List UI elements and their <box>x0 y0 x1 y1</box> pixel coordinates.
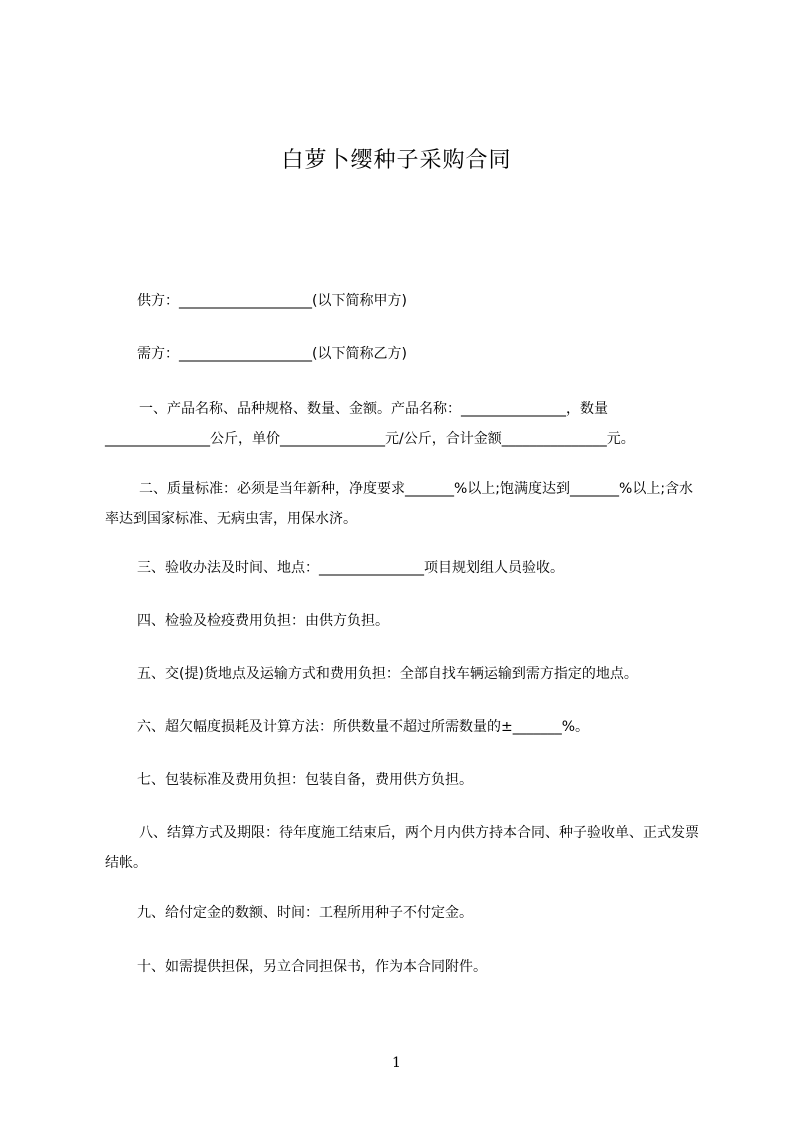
clause-5: 五、交(提)货地点及运输方式和费用负担：全部自找车辆运输到需方指定的地点。 <box>137 666 638 682</box>
clause-2: 二、质量标准：必须是当年新种，净度要求_______%以上;饱满度达到_______%以上;含水率达到国家标准、无病虫害，用保水济。 <box>105 481 694 527</box>
supplier-line: 供方：___________________(以下简称甲方) <box>137 293 407 309</box>
buyer-line: 需方：___________________(以下简称乙方) <box>137 346 407 362</box>
clause-3: 三、验收办法及时间、地点：_______________项目规划组人员验收。 <box>137 560 564 576</box>
clause-1: 一、产品名称、品种规格、数量、金额。产品名称：_______________，数量_______________公斤，单价_______________元/公斤，合计金额_______________元。 <box>105 401 635 447</box>
clause-6: 六、超欠幅度损耗及计算方法：所供数量不超过所需数量的±_______%。 <box>137 719 590 735</box>
page-number: 1 <box>392 1055 401 1071</box>
document-title: 白萝卜缨种子采购合同 <box>281 148 512 173</box>
clause-10: 十、如需提供担保，另立合同担保书，作为本合同附件。 <box>137 959 487 975</box>
clause-9: 九、给付定金的数额、时间：工程所用种子不付定金。 <box>137 905 473 921</box>
clause-4: 四、检验及检疫费用负担：由供方负担。 <box>137 613 389 629</box>
clause-7: 七、包装标准及费用负担：包装自备，费用供方负担。 <box>137 772 473 788</box>
clause-8: 八、结算方式及期限：待年度施工结束后，两个月内供方持本合同、种子验收单、正式发票结帐。 <box>105 825 699 871</box>
